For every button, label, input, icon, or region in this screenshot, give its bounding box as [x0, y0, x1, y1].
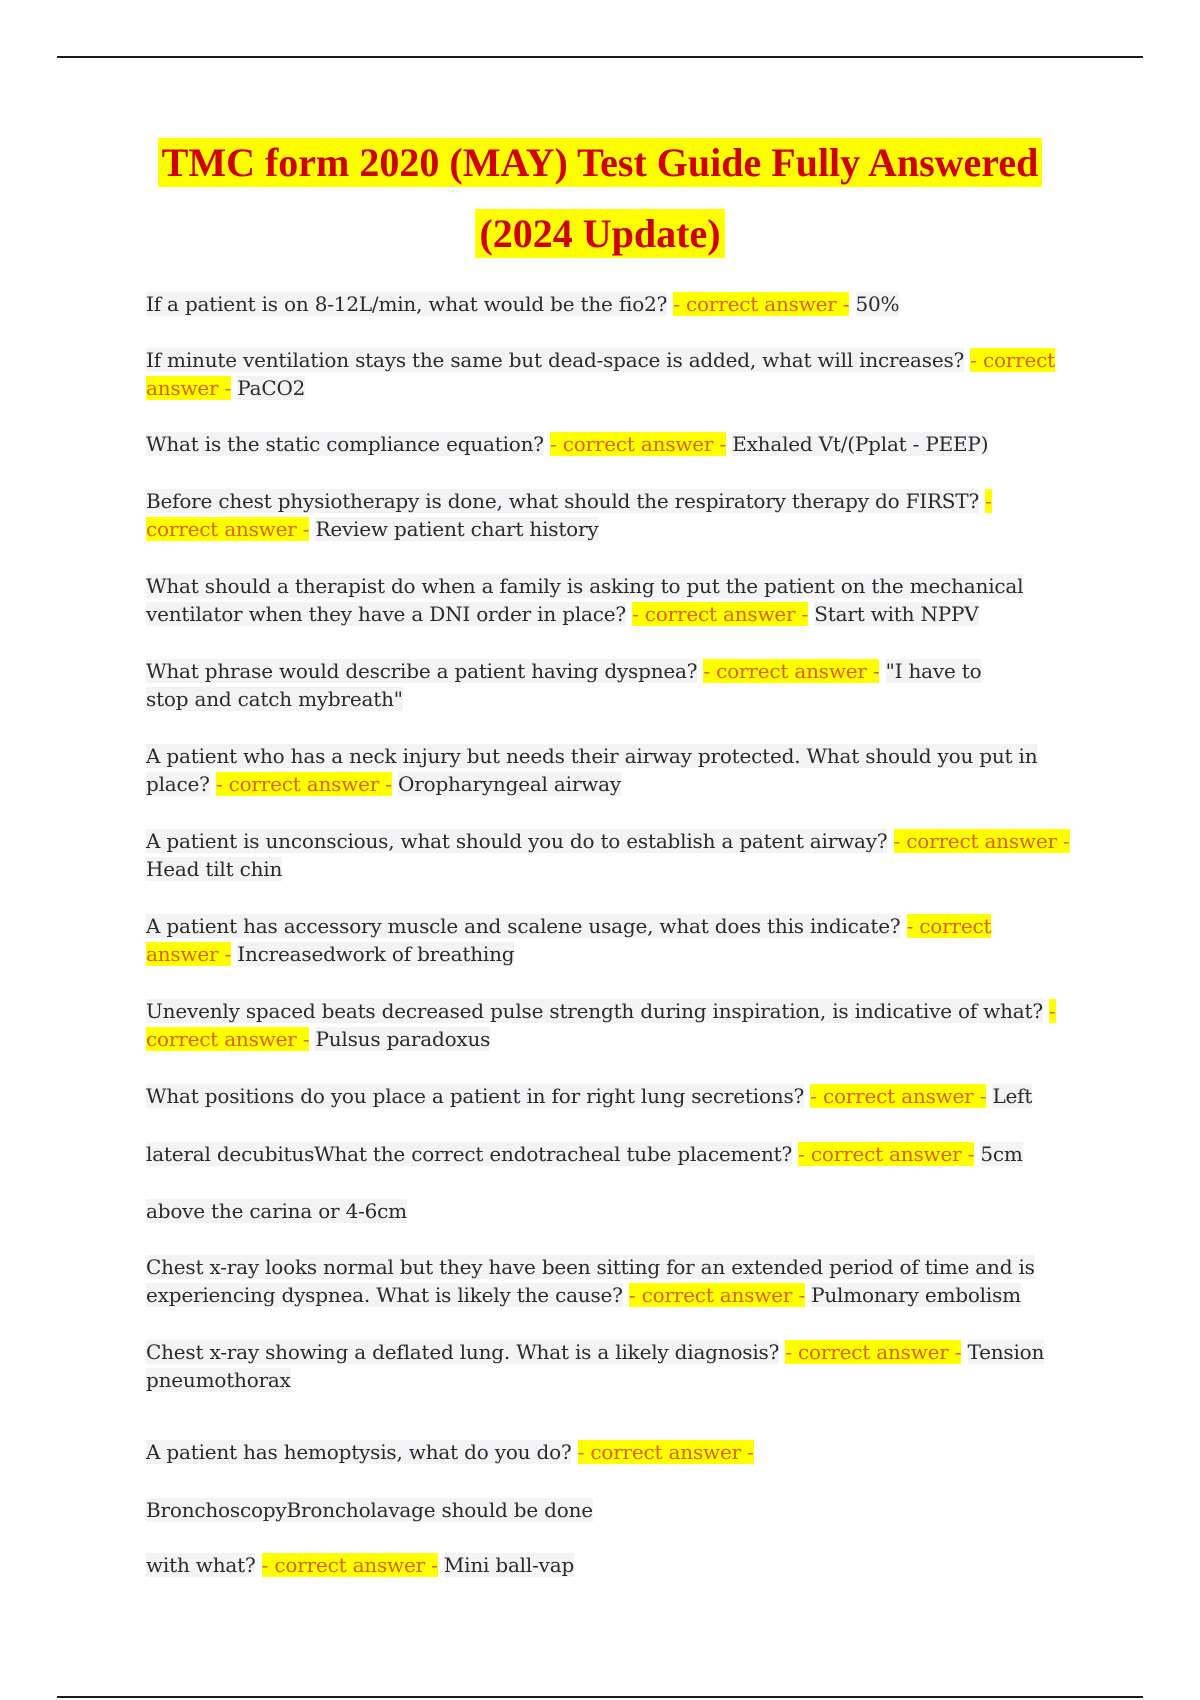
answer-text: Tension pneumothorax — [146, 1340, 1045, 1392]
question-text: A patient who has a neck injury but needs their airway protected. What should you put in place? — [146, 744, 1038, 796]
qa-item — [146, 1140, 1106, 1168]
question-text: A patient has hemoptysis, what do you do? — [146, 1440, 572, 1464]
answer-text: Review patient chart history — [315, 517, 599, 541]
question-text: A patient has accessory muscle and scalene usage, what does this indicate? — [146, 914, 901, 938]
answer-text: Pulmonary embolism — [811, 1283, 1021, 1307]
question-text: Chest x-ray showing a deflated lung. What is a likely diagnosis? — [146, 1340, 780, 1364]
answer-marker: - correct answer - — [798, 1142, 975, 1166]
question-text: What should a therapist do when a family is asking to put the patient on the mechanical ventilator when they have a DNI order in place? — [146, 574, 1024, 626]
answer-text: 5cm — [980, 1142, 1023, 1166]
qa-item — [146, 1197, 1106, 1225]
qa-item — [146, 1338, 1086, 1394]
answer-text: PaCO2 — [237, 376, 306, 400]
answer-marker: - correct answer - — [550, 432, 727, 456]
answer-text: BronchoscopyBroncholavage should be done — [146, 1498, 593, 1522]
bottom-rule — [57, 1696, 1143, 1698]
question-text: What positions do you place a patient in for right lung secretions? — [146, 1084, 805, 1108]
title-line-1: TMC form 2020 (MAY) Test Guide Fully Answered — [158, 138, 1043, 187]
question-text: Unevenly spaced beats decreased pulse strength during inspiration, is indicative of what? — [146, 999, 1043, 1023]
answer-marker: - correct answer - — [577, 1440, 754, 1464]
answer-marker: - correct answer - — [261, 1553, 438, 1577]
qa-item — [146, 487, 1026, 543]
answer-marker: - correct answer - — [215, 772, 392, 796]
question-text: If minute ventilation stays the same but dead-space is added, what will increases? — [146, 348, 965, 372]
answer-text: Head tilt chin — [146, 857, 283, 881]
question-text: Before chest physiotherapy is done, what should the respiratory therapy do FIRST? — [146, 489, 979, 513]
answer-text: Increasedwork of breathing — [237, 942, 515, 966]
qa-item — [146, 742, 1076, 798]
answer-marker: - correct answer - — [703, 659, 880, 683]
document-title — [100, 133, 1100, 193]
qa-item — [146, 1253, 1066, 1309]
answer-marker: - correct answer - — [628, 1283, 805, 1307]
answer-text: Pulsus paradoxus — [315, 1027, 491, 1051]
answer-text: Mini ball-vap — [443, 1553, 575, 1577]
qa-item — [146, 1082, 1106, 1110]
qa-item — [146, 657, 1026, 713]
answer-marker: - correct answer - — [146, 489, 992, 541]
answer-marker: - correct answer - — [673, 292, 850, 316]
answer-marker: - correct answer - — [146, 999, 1056, 1051]
qa-item — [146, 827, 1126, 883]
answer-marker: - correct answer - — [893, 829, 1070, 853]
answer-text: Oropharyngeal airway — [398, 772, 621, 796]
answer-text: Start with NPPV — [814, 602, 979, 626]
answer-text: 50% — [855, 292, 900, 316]
qa-item — [146, 1551, 1106, 1579]
top-rule — [57, 56, 1143, 58]
answer-text: "I have to stop and catch mybreath" — [146, 659, 982, 711]
answer-text: Exhaled Vt/(Pplat - PEEP) — [732, 432, 989, 456]
qa-item — [146, 572, 1046, 628]
answer-marker: - correct answer - — [146, 348, 1055, 400]
question-text: with what? — [146, 1553, 256, 1577]
answer-marker: - correct answer - — [146, 914, 992, 966]
answer-text: above the carina or 4-6cm — [146, 1199, 407, 1223]
question-text: A patient is unconscious, what should you do to establish a patent airway? — [146, 829, 888, 853]
answer-text: Left — [992, 1084, 1033, 1108]
qa-item — [146, 346, 1086, 402]
answer-marker: - correct answer - — [632, 602, 809, 626]
qa-item — [146, 912, 1026, 968]
question-text: lateral decubitusWhat the correct endotracheal tube placement? — [146, 1142, 792, 1166]
qa-item — [146, 997, 1101, 1053]
question-text: Chest x-ray looks normal but they have been sitting for an extended period of time and is experiencing dyspnea. What is likely the cause? — [146, 1255, 1035, 1307]
answer-marker: - correct answer - — [810, 1084, 987, 1108]
title-line-2: (2024 Update) — [475, 209, 724, 258]
question-text: What phrase would describe a patient having dyspnea? — [146, 659, 698, 683]
question-text: What is the static compliance equation? — [146, 432, 544, 456]
question-text: If a patient is on 8-12L/min, what would be the fio2? — [146, 292, 668, 316]
qa-item — [146, 430, 1106, 458]
document-title-continued — [100, 204, 1100, 264]
answer-marker: - correct answer - — [785, 1340, 962, 1364]
qa-item — [146, 290, 1106, 318]
qa-item — [146, 1423, 766, 1539]
